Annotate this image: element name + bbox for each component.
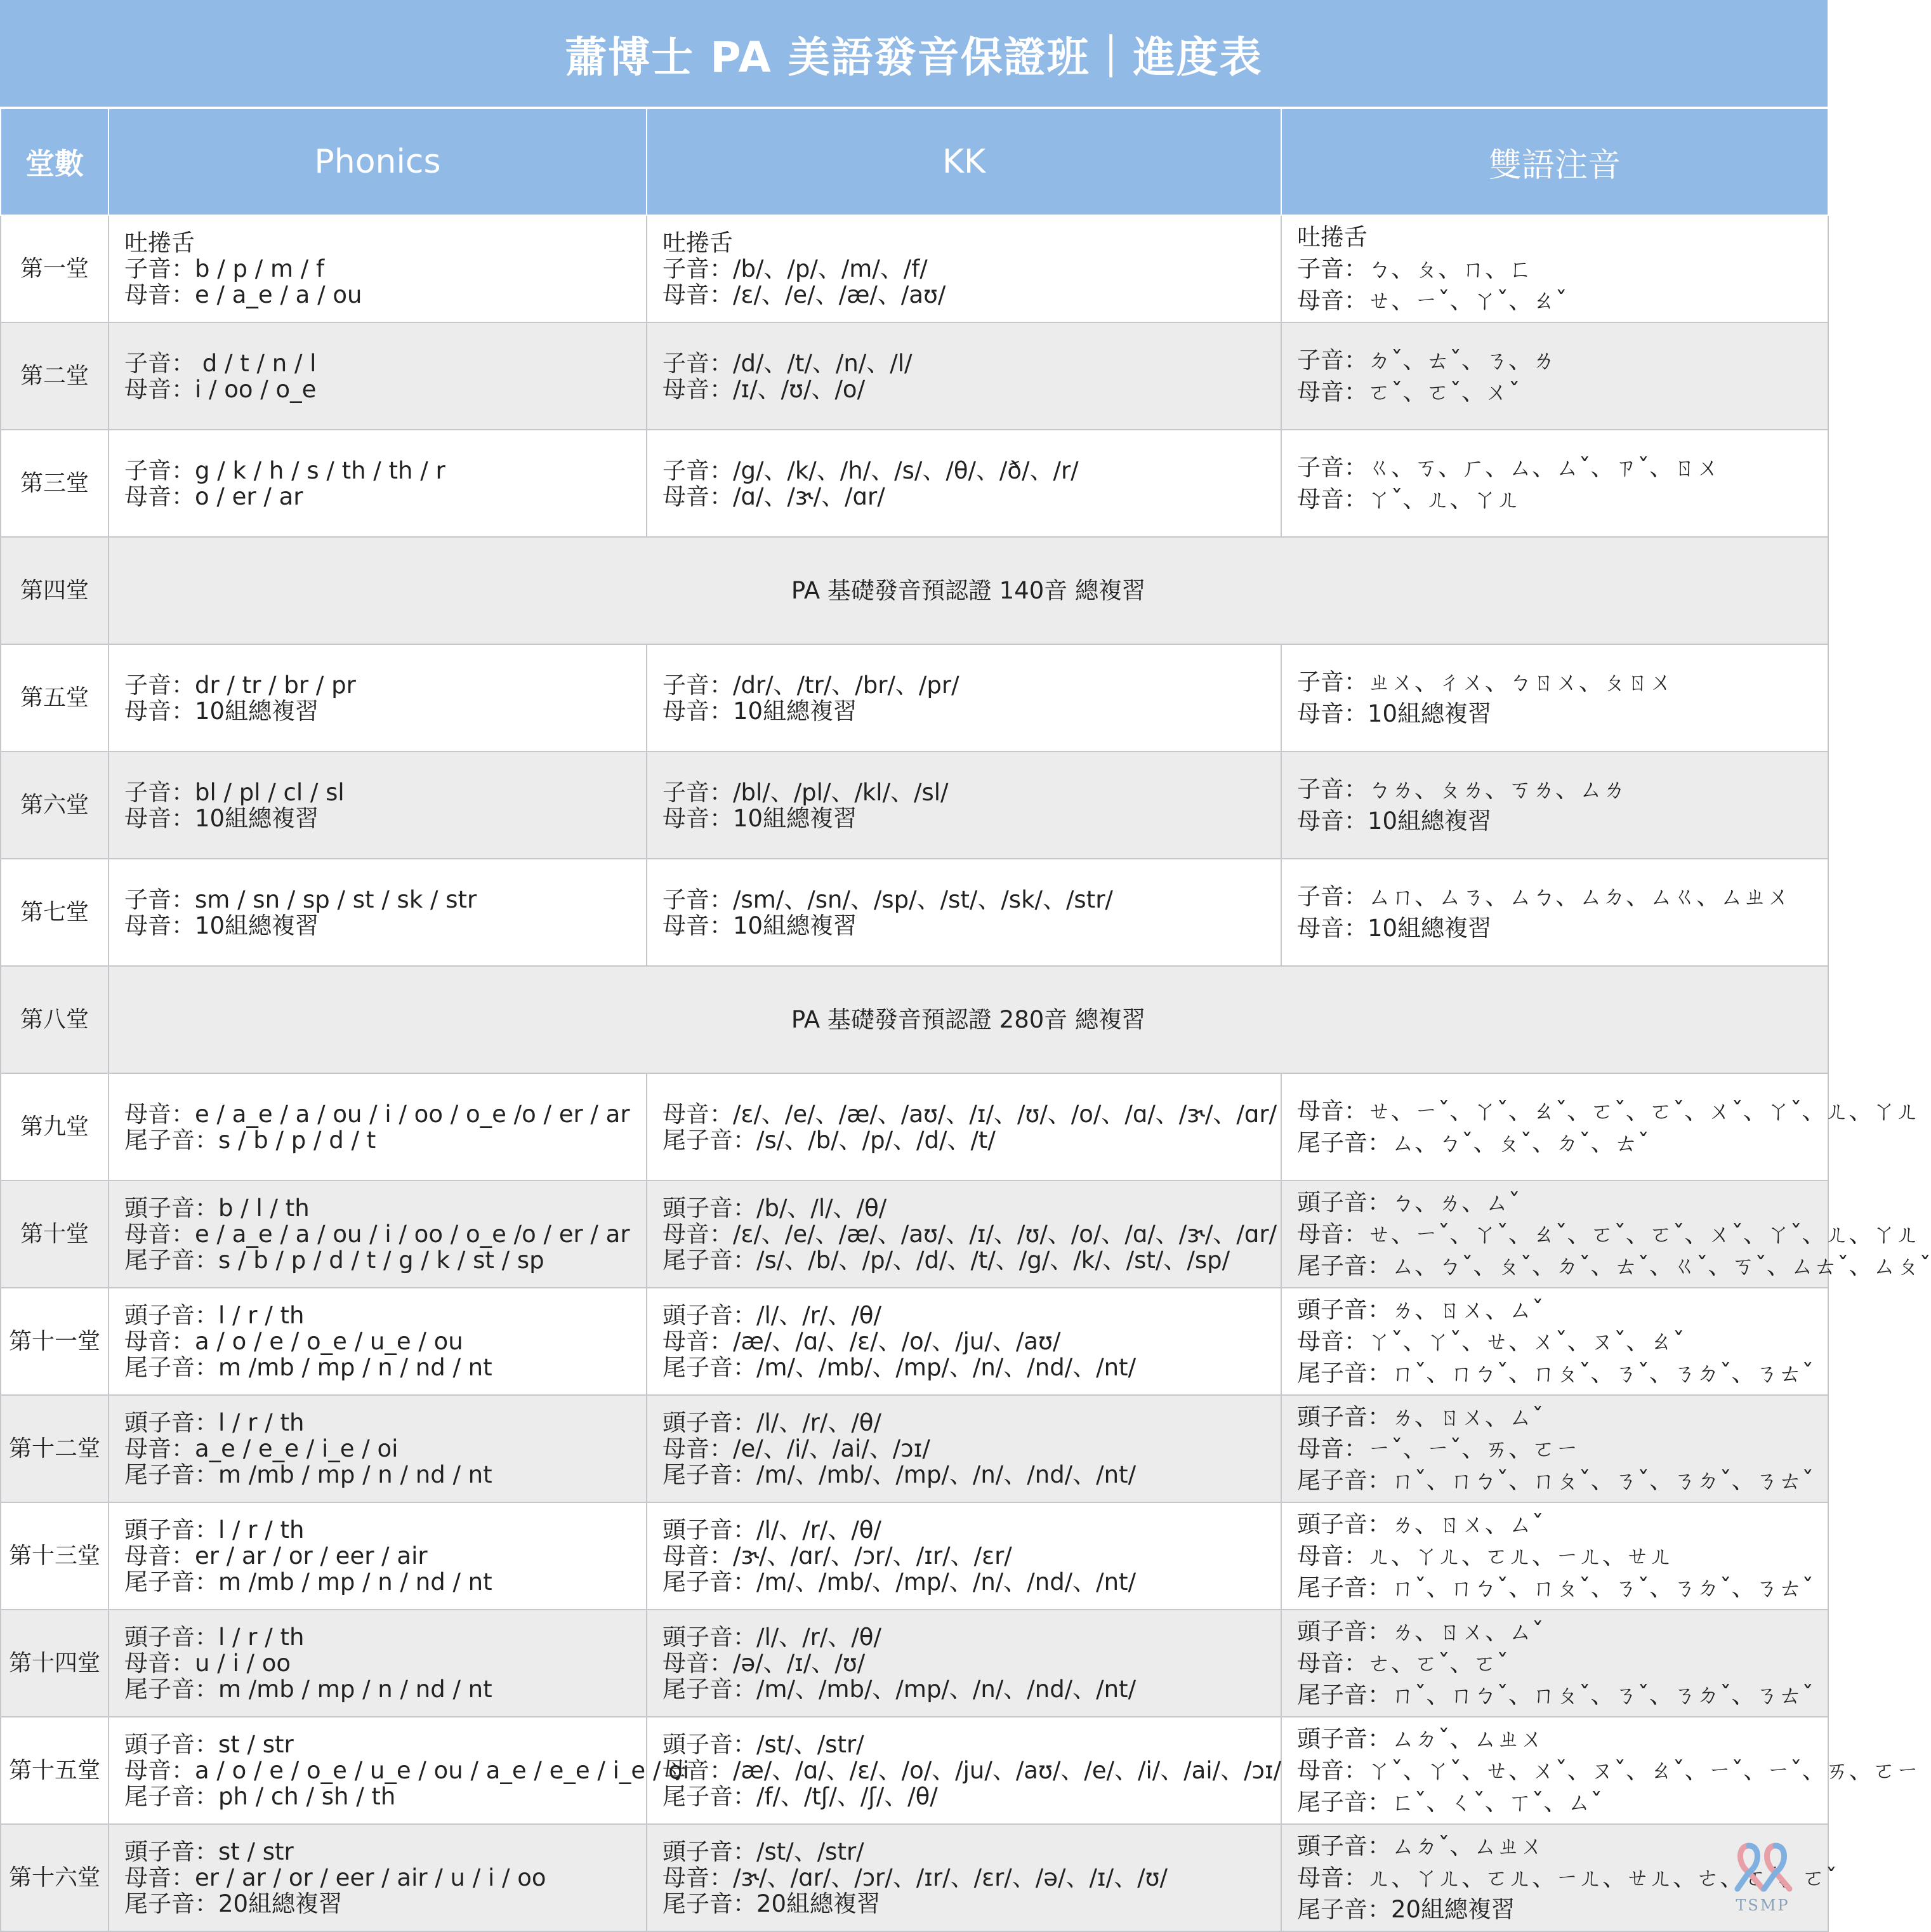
zhuyin-line: 母音：ㄦ、ㄚㄦ、ㄛㄦ、ㄧㄦ、ㄝㄦ <box>1297 1542 1673 1570</box>
zhuyin-line: 頭子音：ㄅ、ㄌ、ㄙˇ <box>1297 1188 1520 1216</box>
zhuyin-cell <box>1281 215 1828 322</box>
zhuyin-line: 頭子音：ㄌ、ㄖㄨ、ㄙˇ <box>1297 1617 1544 1645</box>
header-row <box>1 109 1828 215</box>
lesson-cell: 第十五堂 <box>1 1717 109 1824</box>
kk-cell <box>647 1395 1281 1502</box>
table-row <box>1 1181 1828 1288</box>
phonics-line: 子音：b / p / m / f <box>124 255 325 282</box>
lesson-cell: 第十四堂 <box>1 1610 109 1717</box>
zhuyin-cell <box>1281 751 1828 859</box>
kk-line: 母音：/ɑ/、/ɝ/、/ɑr/ <box>662 482 885 510</box>
kk-line: 子音：/b/、/p/、/m/、/f/ <box>662 255 928 282</box>
phonics-line: 母音：a / o / e / o_e / u_e / ou / a_e / e_e / i_e / oi <box>124 1757 690 1784</box>
header-phonics: Phonics <box>109 109 647 215</box>
kk-cell <box>647 1824 1281 1931</box>
zhuyin-line: 母音：10組總複習 <box>1297 914 1492 942</box>
kk-cell <box>647 1717 1281 1824</box>
table-row <box>1 1288 1828 1395</box>
phonics-cell <box>109 1288 647 1395</box>
phonics-line: 母音：10組總複習 <box>124 911 319 939</box>
kk-line: 頭子音：/l/、/r/、/θ/ <box>662 1302 881 1329</box>
kk-line: 尾子音：/m/、/mb/、/mp/、/n/、/nd/、/nt/ <box>662 1461 1137 1488</box>
phonics-line: 子音：g / k / h / s / th / th / r <box>124 456 445 484</box>
kk-line: 尾子音：/m/、/mb/、/mp/、/n/、/nd/、/nt/ <box>662 1354 1137 1381</box>
kk-line: 母音：/ɛ/、/e/、/æ/、/aʊ/、/ɪ/、/ʊ/、/o/、/ɑ/、/ɝ/、/ɑr/ <box>662 1221 1277 1248</box>
phonics-cell <box>109 751 647 859</box>
phonics-line: 母音：e / a_e / a / ou <box>124 281 362 308</box>
zhuyin-cell <box>1281 1717 1920 1824</box>
kk-line: 頭子音：/st/、/str/ <box>662 1731 864 1758</box>
kk-cell <box>647 430 1281 537</box>
zhuyin-line: 母音：ㄛˇ、ㄛˇ、ㄨˇ <box>1297 378 1520 406</box>
lesson-cell: 第九堂 <box>1 1073 109 1181</box>
table-row <box>1 966 1828 1073</box>
kk-line: 母音：/æ/、/ɑ/、/ɛ/、/o/、/ju/、/aʊ/ <box>662 1328 1061 1355</box>
kk-line: 頭子音：/l/、/r/、/θ/ <box>662 1624 881 1651</box>
table-row <box>1 859 1828 966</box>
kk-line: 母音：/ɛ/、/e/、/æ/、/aʊ/ <box>662 281 946 308</box>
table-row <box>1 1502 1828 1610</box>
phonics-line: 尾子音：m /mb / mp / n / nd / nt <box>124 1461 492 1488</box>
zhuyin-line: 尾子音：ㄇˇ、ㄇㄅˇ、ㄇㄆˇ、ㄋˇ、ㄋㄉˇ、ㄋㄊˇ <box>1297 1466 1814 1494</box>
kk-line: 頭子音：/b/、/l/、/θ/ <box>662 1194 887 1222</box>
table-row <box>1 537 1828 644</box>
phonics-cell <box>109 1181 647 1288</box>
phonics-cell <box>109 644 647 751</box>
kk-line: 母音：10組總複習 <box>662 804 857 832</box>
zhuyin-line: 母音：ㄜ、ㄛˇ、ㄛˇ <box>1297 1649 1508 1677</box>
table-row <box>1 1717 1828 1824</box>
zhuyin-cell <box>1281 1288 1828 1395</box>
zhuyin-line: 尾子音：ㄙ、ㄅˇ、ㄆˇ、ㄉˇ、ㄊˇ、ㄍˇ、ㄎˇ、ㄙㄊˇ、ㄙㄆˇ <box>1297 1252 1931 1280</box>
zhuyin-line: 子音：ㄍ、ㄎ、ㄏ、ㄙ、ㄙˇ、ㄗˇ、ㄖㄨ <box>1297 453 1720 481</box>
phonics-cell <box>109 1824 647 1931</box>
kk-line: 母音：/ə/、/ɪ/、/ʊ/ <box>662 1650 866 1677</box>
kk-cell <box>647 1073 1281 1181</box>
kk-line: 母音：/ɪ/、/ʊ/、/o/ <box>662 375 866 403</box>
zhuyin-line: 子音：ㄙㄇ、ㄙㄋ、ㄙㄅ、ㄙㄉ、ㄙㄍ、ㄙㄓㄨ <box>1297 882 1790 910</box>
table-row <box>1 1610 1828 1717</box>
zhuyin-line: 母音：ㄦ、ㄚㄦ、ㄛㄦ、ㄧㄦ、ㄝㄦ、ㄜ、ㄛˇ、ㄛˇ <box>1297 1863 1837 1891</box>
table-row <box>1 1073 1828 1181</box>
zhuyin-line: 母音：ㄧˇ、ㄧˇ、ㄞ、ㄛㄧ <box>1297 1434 1579 1462</box>
summary-cell: PA 基礎發音預認證 280音 總複習 <box>109 966 1828 1073</box>
kk-line: 母音：10組總複習 <box>662 697 857 725</box>
kk-line: 頭子音：/l/、/r/、/θ/ <box>662 1516 881 1544</box>
zhuyin-line: 尾子音：20組總複習 <box>1297 1895 1515 1923</box>
table-row <box>1 751 1828 859</box>
kk-line: 子音：/bl/、/pl/、/kl/、/sl/ <box>662 778 949 806</box>
phonics-line: 尾子音：s / b / p / d / t / g / k / st / sp <box>124 1247 544 1274</box>
table-row <box>1 644 1828 751</box>
logo-text: TSMP <box>1736 1896 1790 1914</box>
phonics-line: 母音：er / ar / or / eer / air / u / i / oo <box>124 1864 546 1891</box>
phonics-line: 頭子音：st / str <box>124 1731 294 1758</box>
zhuyin-cell <box>1281 1610 1828 1717</box>
zhuyin-cell <box>1281 859 1828 966</box>
table-row <box>1 1824 1828 1931</box>
phonics-cell <box>109 430 647 537</box>
page-title: 蕭博士 PA 美語發音保證班｜進度表 <box>0 0 1828 108</box>
phonics-cell <box>109 859 647 966</box>
zhuyin-line: 尾子音：ㄇˇ、ㄇㄅˇ、ㄇㄆˇ、ㄋˇ、ㄋㄉˇ、ㄋㄊˇ <box>1297 1681 1814 1709</box>
zhuyin-line: 子音：ㄅ、ㄆ、ㄇ、ㄈ <box>1297 255 1532 282</box>
phonics-line: 尾子音：ph / ch / sh / th <box>124 1783 396 1810</box>
phonics-line: 頭子音：st / str <box>124 1838 294 1865</box>
zhuyin-cell <box>1281 1181 1931 1288</box>
lesson-cell: 第二堂 <box>1 322 109 430</box>
phonics-line: 頭子音：l / r / th <box>124 1302 305 1329</box>
kk-line: 吐捲舌 <box>662 229 733 256</box>
zhuyin-line: 尾子音：ㄙ、ㄅˇ、ㄆˇ、ㄉˇ、ㄊˇ <box>1297 1128 1649 1156</box>
zhuyin-line: 母音：ㄚˇ、ㄚˇ、ㄝ、ㄨˇ、ㄡˇ、ㄠˇ、ㄧˇ、ㄧˇ、ㄞ、ㄛㄧ <box>1297 1756 1920 1784</box>
phonics-line: 頭子音：l / r / th <box>124 1624 305 1651</box>
zhuyin-line: 母音：ㄝ、ㄧˇ、ㄚˇ、ㄠˇ、ㄛˇ、ㄛˇ、ㄨˇ、ㄚˇ、ㄦ、ㄚㄦ <box>1297 1097 1920 1125</box>
kk-line: 母音：/e/、/i/、/ai/、/ɔɪ/ <box>662 1435 930 1462</box>
kk-line: 母音：10組總複習 <box>662 911 857 939</box>
phonics-line: 母音：a / o / e / o_e / u_e / ou <box>124 1328 463 1355</box>
kk-cell <box>647 322 1281 430</box>
lesson-cell: 第十堂 <box>1 1181 109 1288</box>
kk-line: 頭子音：/l/、/r/、/θ/ <box>662 1409 881 1436</box>
phonics-line: 母音：e / a_e / a / ou / i / oo / o_e /o / er / ar <box>124 1100 630 1128</box>
phonics-line: 尾子音：20組總複習 <box>124 1890 343 1917</box>
kk-line: 子音：/sm/、/sn/、/sp/、/st/、/sk/、/str/ <box>662 885 1113 913</box>
phonics-line: 母音：10組總複習 <box>124 804 319 832</box>
header-zhuyin: 雙語注音 <box>1281 109 1828 215</box>
kk-line: 尾子音：/s/、/b/、/p/、/d/、/t/、/g/、/k/、/st/、/sp/ <box>662 1247 1230 1274</box>
phonics-line: 母音：o / er / ar <box>124 482 303 510</box>
zhuyin-line: 母音：ㄝ、ㄧˇ、ㄚˇ、ㄠˇ <box>1297 286 1567 314</box>
kk-line: 子音：/dr/、/tr/、/br/、/pr/ <box>662 671 959 699</box>
lesson-cell: 第十二堂 <box>1 1395 109 1502</box>
header-kk: KK <box>647 109 1281 215</box>
kk-line: 母音：/ɛ/、/e/、/æ/、/aʊ/、/ɪ/、/ʊ/、/o/、/ɑ/、/ɝ/、/ɑr/ <box>662 1100 1277 1128</box>
zhuyin-cell <box>1281 1073 1920 1181</box>
tsmp-logo <box>1725 1839 1801 1922</box>
summary-cell: PA 基礎發音預認證 140音 總複習 <box>109 537 1828 644</box>
lesson-cell: 第八堂 <box>1 966 109 1073</box>
zhuyin-line: 頭子音：ㄌ、ㄖㄨ、ㄙˇ <box>1297 1510 1544 1538</box>
zhuyin-cell <box>1281 322 1828 430</box>
zhuyin-line: 子音：ㄓㄨ、ㄔㄨ、ㄅㄖㄨ、ㄆㄖㄨ <box>1297 668 1673 696</box>
ribbon-logo-icon <box>1725 1839 1801 1896</box>
kk-line: 尾子音：/m/、/mb/、/mp/、/n/、/nd/、/nt/ <box>662 1568 1137 1596</box>
kk-line: 母音：/æ/、/ɑ/、/ɛ/、/o/、/ju/、/aʊ/、/e/、/i/、/ai/、/ɔɪ/ <box>662 1757 1282 1784</box>
phonics-line: 尾子音：m /mb / mp / n / nd / nt <box>124 1676 492 1703</box>
phonics-line: 母音：i / oo / o_e <box>124 375 317 403</box>
kk-line: 尾子音：20組總複習 <box>662 1890 881 1917</box>
zhuyin-cell <box>1281 430 1828 537</box>
kk-cell <box>647 751 1281 859</box>
zhuyin-line: 頭子音：ㄌ、ㄖㄨ、ㄙˇ <box>1297 1403 1544 1431</box>
zhuyin-line: 尾子音：ㄈˇ、ㄑˇ、ㄒˇ、ㄙˇ <box>1297 1788 1602 1816</box>
table-row <box>1 322 1828 430</box>
zhuyin-line: 頭子音：ㄙㄉˇ、ㄙㄓㄨ <box>1297 1724 1544 1752</box>
zhuyin-line: 尾子音：ㄇˇ、ㄇㄅˇ、ㄇㄆˇ、ㄋˇ、ㄋㄉˇ、ㄋㄊˇ <box>1297 1359 1814 1387</box>
lesson-cell: 第十一堂 <box>1 1288 109 1395</box>
phonics-line: 子音：sm / sn / sp / st / sk / str <box>124 885 477 913</box>
phonics-cell <box>109 322 647 430</box>
lesson-cell: 第四堂 <box>1 537 109 644</box>
zhuyin-line: 母音：10組總複習 <box>1297 807 1492 835</box>
kk-line: 子音：/g/、/k/、/h/、/s/、/θ/、/ð/、/r/ <box>662 456 1079 484</box>
phonics-cell <box>109 1717 690 1824</box>
table-row <box>1 1395 1828 1502</box>
table-row <box>1 430 1828 537</box>
zhuyin-cell <box>1281 644 1828 751</box>
phonics-cell <box>109 215 647 322</box>
kk-line: 尾子音：/f/、/tʃ/、/ʃ/、/θ/ <box>662 1783 938 1810</box>
zhuyin-line: 尾子音：ㄇˇ、ㄇㄅˇ、ㄇㄆˇ、ㄋˇ、ㄋㄉˇ、ㄋㄊˇ <box>1297 1573 1814 1601</box>
phonics-line: 子音：bl / pl / cl / sl <box>124 778 345 806</box>
lesson-cell: 第十六堂 <box>1 1824 109 1931</box>
phonics-line: 尾子音：m /mb / mp / n / nd / nt <box>124 1354 492 1381</box>
phonics-line: 母音：10組總複習 <box>124 697 319 725</box>
zhuyin-line: 子音：ㄅㄌ、ㄆㄌ、ㄎㄌ、ㄙㄌ <box>1297 775 1626 803</box>
lesson-cell: 第七堂 <box>1 859 109 966</box>
phonics-line: 頭子音：l / r / th <box>124 1409 305 1436</box>
kk-cell <box>647 1181 1281 1288</box>
lesson-cell: 第五堂 <box>1 644 109 751</box>
kk-line: 母音：/ɝ/、/ɑr/、/ɔr/、/ɪr/、/ɛr/、/ə/、/ɪ/、/ʊ/ <box>662 1864 1168 1891</box>
lesson-cell: 第六堂 <box>1 751 109 859</box>
kk-line: 頭子音：/st/、/str/ <box>662 1838 864 1865</box>
kk-line: 尾子音：/m/、/mb/、/mp/、/n/、/nd/、/nt/ <box>662 1676 1137 1703</box>
zhuyin-line: 母音：10組總複習 <box>1297 699 1492 727</box>
kk-cell <box>647 1502 1281 1610</box>
lesson-cell: 第三堂 <box>1 430 109 537</box>
phonics-line: 尾子音：s / b / p / d / t <box>124 1126 376 1154</box>
zhuyin-line: 子音：ㄉˇ、ㄊˇ、ㄋ、ㄌ <box>1297 346 1555 374</box>
lesson-cell: 第十三堂 <box>1 1502 109 1610</box>
kk-line: 母音：/ɝ/、/ɑr/、/ɔr/、/ɪr/、/ɛr/ <box>662 1542 1012 1570</box>
phonics-line: 子音： d / t / n / l <box>124 349 317 377</box>
kk-cell <box>647 215 1281 322</box>
phonics-cell <box>109 1610 647 1717</box>
lesson-cell: 第一堂 <box>1 215 109 322</box>
table-row <box>1 215 1828 322</box>
kk-cell <box>647 644 1281 751</box>
zhuyin-line: 母音：ㄚˇ、ㄚˇ、ㄝ、ㄨˇ、ㄡˇ、ㄠˇ <box>1297 1327 1685 1355</box>
phonics-line: 母音：u / i / oo <box>124 1650 291 1677</box>
zhuyin-cell <box>1281 1395 1828 1502</box>
phonics-line: 尾子音：m /mb / mp / n / nd / nt <box>124 1568 492 1596</box>
phonics-line: 母音：a_e / e_e / i_e / oi <box>124 1435 399 1462</box>
kk-cell <box>647 1610 1281 1717</box>
phonics-line: 頭子音：b / l / th <box>124 1194 310 1222</box>
phonics-cell <box>109 1502 647 1610</box>
phonics-line: 母音：er / ar / or / eer / air <box>124 1542 428 1570</box>
kk-cell <box>647 1288 1281 1395</box>
zhuyin-line: 母音：ㄚˇ、ㄦ、ㄚㄦ <box>1297 485 1520 513</box>
kk-line: 子音：/d/、/t/、/n/、/l/ <box>662 349 913 377</box>
phonics-line: 吐捲舌 <box>124 229 195 256</box>
phonics-line: 子音：dr / tr / br / pr <box>124 671 356 699</box>
header-lesson: 堂數 <box>1 109 109 215</box>
phonics-line: 母音：e / a_e / a / ou / i / oo / o_e /o / er / ar <box>124 1221 630 1248</box>
zhuyin-cell <box>1281 1502 1828 1610</box>
phonics-line: 頭子音：l / r / th <box>124 1516 305 1544</box>
schedule-table <box>0 108 1931 1932</box>
phonics-cell <box>109 1395 647 1502</box>
phonics-cell <box>109 1073 647 1181</box>
zhuyin-line: 頭子音：ㄙㄉˇ、ㄙㄓㄨ <box>1297 1832 1544 1860</box>
zhuyin-line: 母音：ㄝ、ㄧˇ、ㄚˇ、ㄠˇ、ㄛˇ、ㄛˇ、ㄨˇ、ㄚˇ、ㄦ、ㄚㄦ <box>1297 1220 1920 1248</box>
zhuyin-line: 頭子音：ㄌ、ㄖㄨ、ㄙˇ <box>1297 1295 1544 1323</box>
zhuyin-line: 吐捲舌 <box>1297 223 1368 251</box>
kk-cell <box>647 859 1281 966</box>
kk-line: 尾子音：/s/、/b/、/p/、/d/、/t/ <box>662 1126 996 1154</box>
